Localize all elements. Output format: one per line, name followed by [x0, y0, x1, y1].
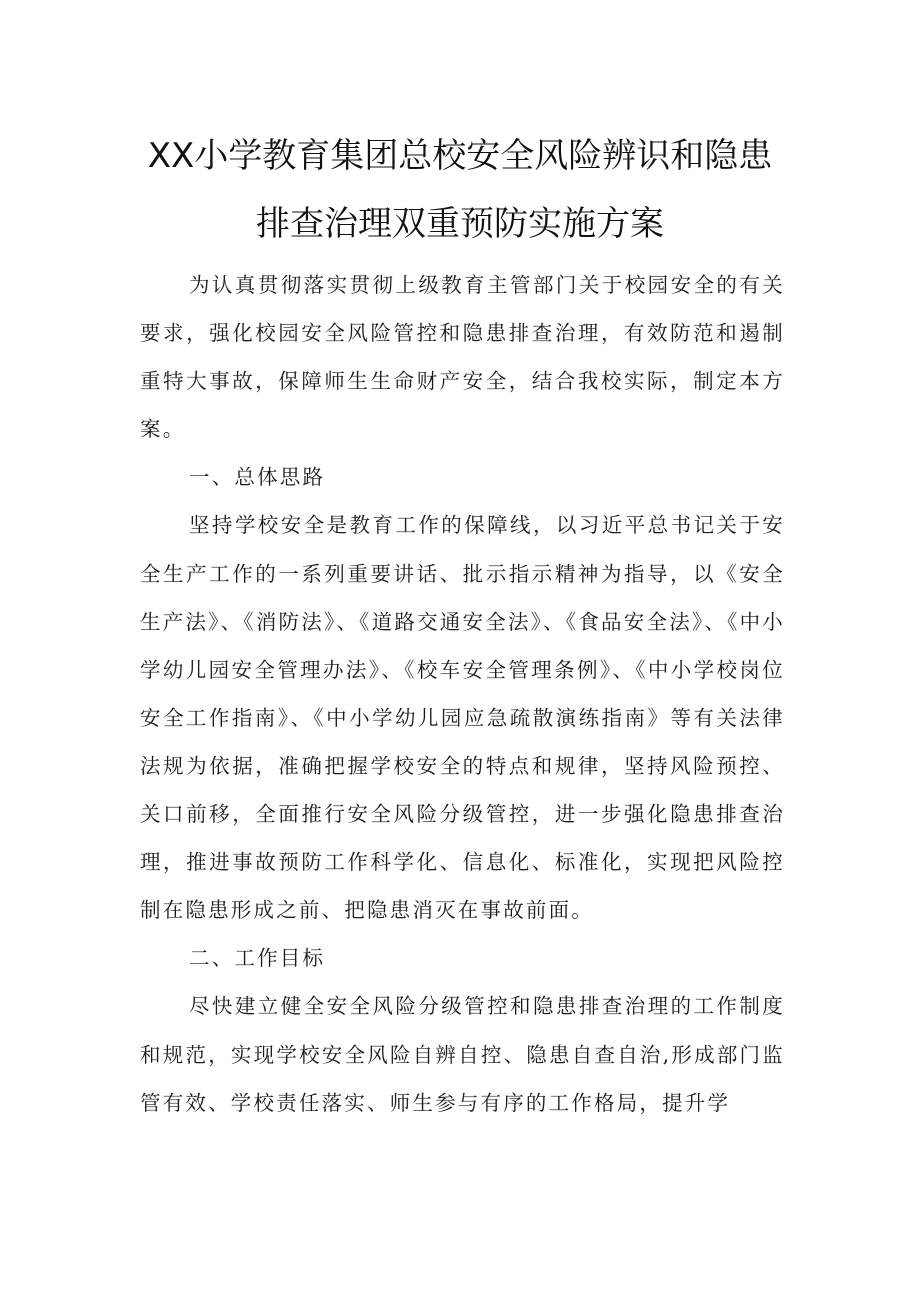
work-goals-paragraph: 尽快建立健全安全风险分级管控和隐患排查治理的工作制度和规范，实现学校安全风险自辨自控、隐患自查自治,形成部门监管有效、学校责任落实、师生参与有序的工作格局，提升学	[140, 994, 785, 1115]
section-heading-overall-approach: 一、总体思路	[189, 465, 326, 490]
document-title-line-2: 排查治理双重预防实施方案	[256, 204, 664, 244]
document-title-line-1: XX小学教育集团总校安全风险辨识和隐患	[147, 136, 773, 176]
document-body	[140, 261, 785, 1127]
overall-approach-paragraph: 坚持学校安全是教育工作的保障线，以习近平总书记关于安全生产工作的一系列重要讲话、批示指示精神为指导，以《安全生产法》、《消防法》、《道路交通安全法》、《食品安全法》、《中小学幼儿园安全管理办法》、《校车安全管理条例》、《中小学校岗位安全工作指南》、《中小学幼儿园应急疏散演练指南》等有关法律法规为依据，准确把握学校安全的特点和规律，坚持风险预控、关口前移，全面推行安全风险分级管控，进一步强化隐患排查治理，推进事故预防工作科学化、信息化、标准化，实现把风险控制在隐患形成之前、把隐患消灭在事故前面。	[140, 513, 785, 923]
intro-paragraph: 为认真贯彻落实贯彻上级教育主管部门关于校园安全的有关要求，强化校园安全风险管控和隐患排查治理，有效防范和遏制重特大事故，保障师生生命财产安全，结合我校实际，制定本方案。	[140, 273, 785, 442]
section-heading-work-goals: 二、工作目标	[189, 946, 326, 971]
